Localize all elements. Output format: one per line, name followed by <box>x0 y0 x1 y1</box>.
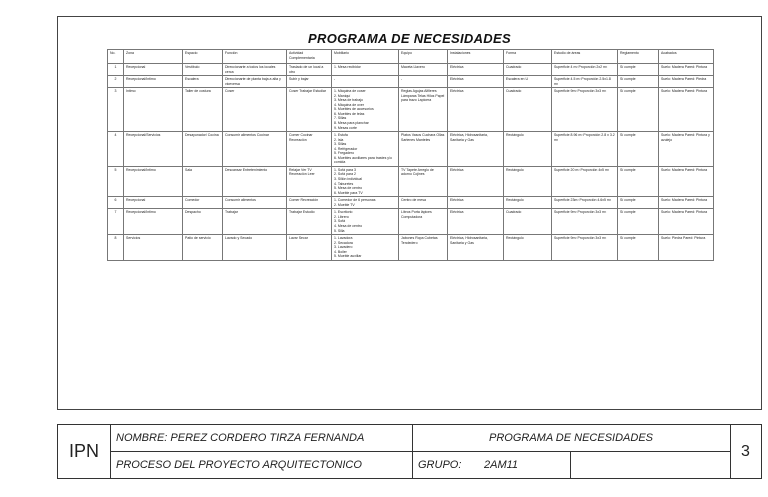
cell-forma: Rectángulo <box>504 132 552 167</box>
furniture-item: 1. Sofá para 3 <box>334 167 356 172</box>
furniture-item: 6. Muebles auxiliares para trastes y/o comida <box>334 155 392 165</box>
cell-espacio: Sala <box>183 166 223 196</box>
furniture-list <box>334 89 396 130</box>
cell-mobiliario <box>332 235 399 261</box>
cell-reglamento: Sí cumple <box>618 88 659 132</box>
cell-espacio: Patio de servicio <box>183 235 223 261</box>
cell-no: 8 <box>108 235 124 261</box>
furniture-item: 5. Mueble auxiliar <box>334 254 362 259</box>
cell-no: 7 <box>108 209 124 235</box>
cell-forma: Rectángulo <box>504 166 552 196</box>
furniture-item: 6. Mueble para TV <box>334 190 363 195</box>
institution-label: IPN <box>68 441 99 461</box>
cell-actividad: Relajar Ver TV Recreación Leer <box>287 166 332 196</box>
cell-funcion: Direccionarte de planta baja a alta y viceversa <box>223 76 287 88</box>
furniture-item: 4. Máquina de over <box>334 102 364 107</box>
cell-equipo: Libros Porta lápices Computadora <box>399 209 448 235</box>
cell-mobiliario <box>332 132 399 167</box>
document-title: PROGRAMA DE NECESIDADES <box>308 31 511 46</box>
cell-estudio: Superficie 23m² Proporción 4.6x5 m² <box>552 197 618 209</box>
cell-reglamento: Sí cumple <box>618 76 659 88</box>
cell-estudio: Superficie 4 m² Proporción 2x2 m² <box>552 64 618 76</box>
furniture-item: 5. Silla <box>334 228 345 233</box>
cell-actividad: Trabajar Estudio <box>287 209 332 235</box>
cell-reglamento: Sí cumple <box>618 64 659 76</box>
table-row <box>108 76 714 88</box>
furniture-item: 4. Mesa de centro <box>334 223 363 228</box>
cell-no: 6 <box>108 197 124 209</box>
column-header: Equipo <box>399 50 448 64</box>
student-name: NOMBRE: PEREZ CORDERO TIRZA FERNANDA <box>116 432 365 444</box>
cell-estudio: Superficie 9m² Proporción 3x3 m² <box>552 88 618 132</box>
cell-equipo: Maceta Llavero <box>399 64 448 76</box>
group-label: GRUPO: <box>418 459 462 471</box>
cell-zona: Recepcional <box>124 197 183 209</box>
column-header: Instalaciones <box>448 50 504 64</box>
cell-estudio: Superficie 20 m² Proporción 4x5 m² <box>552 166 618 196</box>
furniture-item: 2. Maniquí <box>334 93 351 98</box>
cell-equipo: Jabones Ropa Cubetas Tendedero <box>399 235 448 261</box>
table-header-row <box>108 50 714 64</box>
furniture-item: 4. Boiler <box>334 249 347 254</box>
cell-equipo: Reglas Agujas Alfileres Lámparas Telas Hilos Papel para trazo Lapicera <box>399 88 448 132</box>
furniture-item: - <box>334 77 336 82</box>
cell-forma: Escalera en U <box>504 76 552 88</box>
furniture-item: 2. Secadora <box>334 240 353 245</box>
cell-zona: Servicios <box>124 235 183 261</box>
table-body <box>108 64 714 261</box>
furniture-item: 3. Sillón individual <box>334 177 363 182</box>
furniture-item: 1. Lavadora <box>334 236 353 241</box>
table-row <box>108 166 714 196</box>
title-block <box>57 424 762 479</box>
furniture-list <box>334 133 396 165</box>
course-name: PROCESO DEL PROYECTO ARQUITECTONICO <box>116 459 362 471</box>
sheet-number: 3 <box>741 442 750 460</box>
cell-equipo: TV Tapete Arreglo de adorno Cojines <box>399 166 448 196</box>
furniture-item: 1. Estufa <box>334 133 348 138</box>
furniture-item: 1. Mesa recibidor <box>334 65 361 69</box>
cell-forma: Cuadrado <box>504 64 552 76</box>
cell-no: 1 <box>108 64 124 76</box>
furniture-item: 4. Taburetes <box>334 181 354 186</box>
cell-acabados: Suelo: Madera Pared: Pintura <box>659 209 714 235</box>
furniture-item: 2. Mueble TV <box>334 202 355 207</box>
cell-no: 4 <box>108 132 124 167</box>
cell-acabados: Suelo: Piedra Pared: Pintura <box>659 235 714 261</box>
cell-estudio: Superficie 9m² Proporción 3x3 m² <box>552 235 618 261</box>
cell-zona: Intimo <box>124 88 183 132</box>
cell-funcion: Lavado y Secado <box>223 235 287 261</box>
column-header: Zona <box>124 50 183 64</box>
furniture-item: 3. Lavadero <box>334 245 353 250</box>
cell-actividad: Coser Trabajar Estudiar <box>287 88 332 132</box>
group-value: 2AM11 <box>484 459 519 471</box>
column-header: Función <box>223 50 287 64</box>
cell-instalaciones: Eléctrica <box>448 166 504 196</box>
cell-forma: Rectángulo <box>504 197 552 209</box>
cell-no: 3 <box>108 88 124 132</box>
table-row <box>108 132 714 167</box>
furniture-item: 2. Librero <box>334 214 349 219</box>
column-header: Estudio de áreas <box>552 50 618 64</box>
cell-actividad: Traslado de un local a otro <box>287 64 332 76</box>
cell-funcion: Consumir alimentos Cocinar <box>223 132 287 167</box>
furniture-list <box>334 210 396 233</box>
column-header: Espacio <box>183 50 223 64</box>
cell-no: 2 <box>108 76 124 88</box>
column-header: Actividad Complementaria <box>287 50 332 64</box>
cell-espacio: Comedor <box>183 197 223 209</box>
table-row <box>108 64 714 76</box>
cell-funcion: Consumir alimentos <box>223 197 287 209</box>
cell-instalaciones: Eléctrica, Hidrosanitaria, Sanitaria y Gas <box>448 132 504 167</box>
column-header: Mobiliario <box>332 50 399 64</box>
cell-acabados: Suelo: Madera Pared: Pintura y azulejo <box>659 132 714 167</box>
cell-espacio: Taller de costura <box>183 88 223 132</box>
cell-equipo: Platos Vasos Cuchara Ollas Sartenes Manteles <box>399 132 448 167</box>
table-row <box>108 88 714 132</box>
cell-zona: Recepcional/Intimo <box>124 76 183 88</box>
cell-actividad: Comer Cocinar Recreación <box>287 132 332 167</box>
cell-reglamento: Sí cumple <box>618 235 659 261</box>
furniture-item: 5. Muebles de accesorios <box>334 107 374 112</box>
cell-funcion: Direccionarte a todos los locales cerca <box>223 64 287 76</box>
cell-instalaciones: Eléctrica <box>448 76 504 88</box>
cell-no: 5 <box>108 166 124 196</box>
column-header: Acabados <box>659 50 714 64</box>
furniture-list <box>334 65 396 70</box>
cell-funcion: Coser <box>223 88 287 132</box>
column-header: No. <box>108 50 124 64</box>
cell-reglamento: Sí cumple <box>618 197 659 209</box>
cell-espacio: Despacho <box>183 209 223 235</box>
cell-zona: Recepcional/Intimo <box>124 166 183 196</box>
cell-funcion: Descansar Entretenimiento <box>223 166 287 196</box>
furniture-item: 3. Sofá <box>334 219 346 224</box>
cell-equipo: - <box>399 76 448 88</box>
needs-program-table <box>107 49 714 261</box>
cell-actividad: Subir y bajar <box>287 76 332 88</box>
cell-reglamento: Sí cumple <box>618 166 659 196</box>
cell-equipo: Centro de mesa <box>399 197 448 209</box>
cell-zona: Recepcional/Intimo <box>124 209 183 235</box>
cell-zona: Recepcional <box>124 64 183 76</box>
cell-acabados: Suelo: Madera Pared: Pintura <box>659 166 714 196</box>
cell-instalaciones: Eléctrica <box>448 197 504 209</box>
cell-espacio: Vestíbulo <box>183 64 223 76</box>
cell-actividad: Lavar Secar <box>287 235 332 261</box>
furniture-list <box>334 198 396 207</box>
cell-reglamento: Sí cumple <box>618 209 659 235</box>
furniture-list <box>334 236 396 259</box>
cell-instalaciones: Eléctrica <box>448 209 504 235</box>
cell-acabados: Suelo: Madera Pared: Piedra <box>659 76 714 88</box>
furniture-item: 1. Comedor de 6 personas <box>334 198 376 203</box>
table-row <box>108 209 714 235</box>
cell-forma: Cuadrado <box>504 209 552 235</box>
furniture-item: 6. Muebles de telas <box>334 111 365 116</box>
furniture-item: 5. Fregadero <box>334 151 355 156</box>
cell-estudio: Superficie 8.96 m² Proporción 2.8 x 3.2 m² <box>552 132 618 167</box>
cell-zona: Recepcional/Servicios <box>124 132 183 167</box>
cell-estudio: Superficie 4.5 m² Proporción 2.5x1.8 m² <box>552 76 618 88</box>
cell-funcion: Trabajar <box>223 209 287 235</box>
furniture-item: 2. Isla <box>334 137 344 142</box>
document-sheet <box>57 16 762 410</box>
cell-mobiliario <box>332 88 399 132</box>
furniture-list <box>334 168 396 195</box>
furniture-item: 1. Máquina de coser <box>334 89 366 94</box>
furniture-item: 2. Sofá para 2 <box>334 172 356 177</box>
cell-espacio: Desayunador/ Cocina <box>183 132 223 167</box>
column-header: Forma <box>504 50 552 64</box>
cell-acabados: Suelo: Madera Pared: Pintura <box>659 88 714 132</box>
cell-reglamento: Sí cumple <box>618 132 659 167</box>
furniture-item: 7. Sillas <box>334 116 347 121</box>
cell-estudio: Superficie 9m² Proporción 3x3 m² <box>552 209 618 235</box>
cell-instalaciones: Eléctrica <box>448 88 504 132</box>
cell-mobiliario <box>332 76 399 88</box>
cell-acabados: Suelo: Madera Pared: Pintura <box>659 197 714 209</box>
cell-espacio: Escalera <box>183 76 223 88</box>
cell-actividad: Comer Recreación <box>287 197 332 209</box>
furniture-item: 9. Mesas corte <box>334 125 357 130</box>
furniture-item: 3. Mesa de trabajo <box>334 98 363 103</box>
cell-mobiliario <box>332 197 399 209</box>
cell-instalaciones: Eléctrica <box>448 64 504 76</box>
column-header: Reglamento <box>618 50 659 64</box>
cell-acabados: Suelo: Madera Pared: Pintura <box>659 64 714 76</box>
cell-mobiliario <box>332 209 399 235</box>
cell-mobiliario <box>332 64 399 76</box>
cell-instalaciones: Eléctrica, Hidrosanitaria, Sanitaria y Gas <box>448 235 504 261</box>
sheet-title: PROGRAMA DE NECESIDADES <box>488 432 653 444</box>
table-row <box>108 235 714 261</box>
table-row <box>108 197 714 209</box>
furniture-item: 5. Mesa de centro <box>334 186 363 191</box>
cell-forma: Rectángulo <box>504 235 552 261</box>
furniture-item: 1. Escritorio <box>334 210 353 215</box>
furniture-item: 4. Refrigerador <box>334 146 358 151</box>
cell-forma: Cuadrado <box>504 88 552 132</box>
furniture-list <box>334 77 396 82</box>
furniture-item: 8. Mesa para planchar <box>334 121 369 126</box>
cell-mobiliario <box>332 166 399 196</box>
furniture-item: 3. Sillas <box>334 142 347 147</box>
